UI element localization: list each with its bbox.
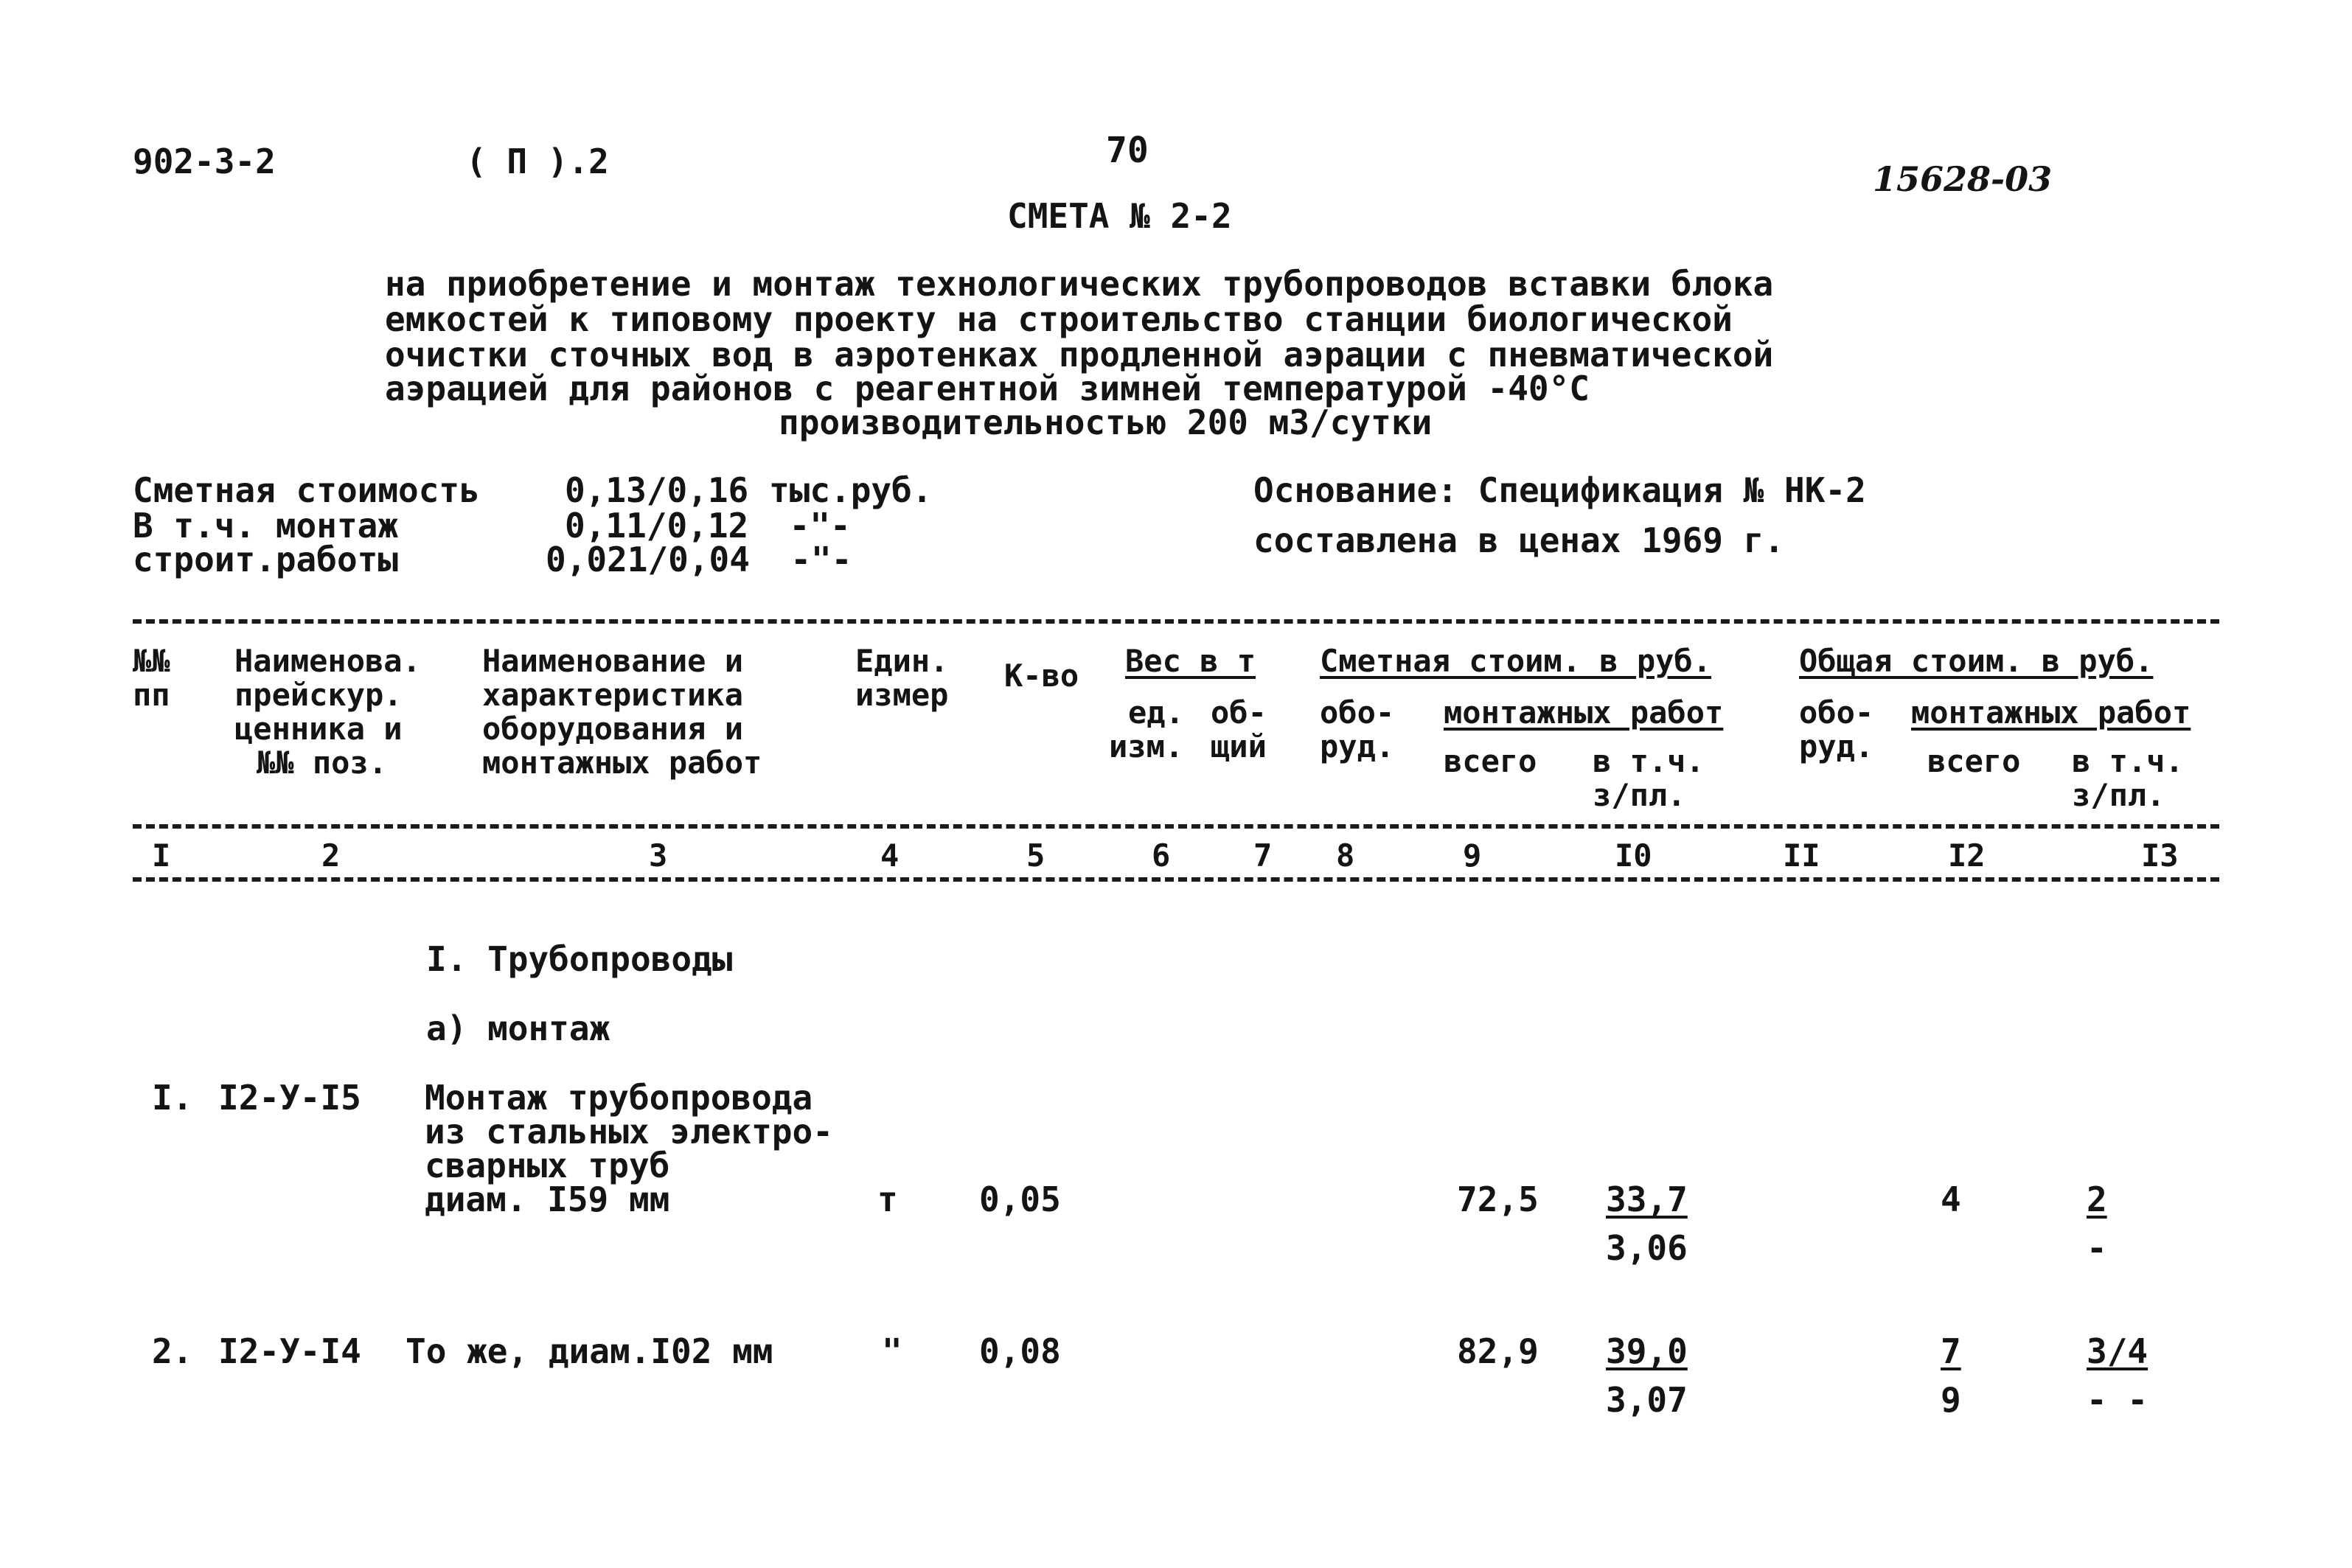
row-code: I2-У-I4 [218, 1331, 361, 1371]
column-number-7: 7 [1253, 837, 1273, 874]
document-part: ( П ).2 [466, 142, 609, 181]
row-quantity: 0,08 [979, 1331, 1061, 1371]
summary-label-estimate: Сметная стоимость [133, 470, 480, 510]
header-total-group: Общая стоим. в руб. [1799, 643, 2154, 679]
summary-value-estimate: 0,13/0,16 тыс.руб. [565, 470, 933, 510]
header-total-mount-wage: в т.ч. з/пл. [2072, 743, 2184, 813]
column-number-10: I0 [1615, 837, 1652, 874]
row-name: То же, диам.I02 мм [406, 1331, 773, 1371]
row-mount-total: 72,5 [1457, 1180, 1539, 1219]
column-number-4: 4 [880, 837, 900, 874]
header-col-3: Наименование и характеристика оборудования и монтажных работ [482, 643, 762, 781]
header-weight-total: об- щий [1211, 694, 1267, 764]
row-total-wage-bottom: - - [2087, 1380, 2149, 1420]
row-number: I. [152, 1078, 193, 1118]
row-code: I2-У-I5 [218, 1078, 361, 1118]
row-total-mount-top: 7 [1941, 1331, 1961, 1371]
header-cost-equipment: обо- руд. [1320, 694, 1395, 764]
summary-label-mounting: В т.ч. монтаж [133, 506, 399, 546]
table-header-rule [133, 824, 2219, 829]
header-col-1: №№ пп [133, 643, 170, 713]
header-cost-mount-wage: в т.ч. з/пл. [1593, 743, 1705, 813]
row-quantity: 0,05 [979, 1180, 1061, 1219]
row-mount-wage-top: 33,7 [1606, 1180, 1688, 1219]
column-number-6: 6 [1152, 837, 1171, 874]
header-cost-mount-total: всего [1444, 743, 1537, 779]
row-mount-wage-bottom: 3,07 [1606, 1380, 1688, 1420]
column-number-5: 5 [1026, 837, 1045, 874]
row-number: 2. [152, 1331, 193, 1371]
header-col-4: Един. измер [855, 643, 949, 713]
header-col-5: К-во [1004, 658, 1079, 694]
row-mount-wage-top: 39,0 [1606, 1331, 1688, 1371]
row-total-mount: 4 [1941, 1180, 1961, 1219]
subtitle-line-1: на приобретение и монтаж технологических трубопроводов вставки блока [385, 264, 1774, 304]
row-total-wage-bottom: - [2087, 1228, 2107, 1268]
row-total-wage-top: 2 [2087, 1180, 2107, 1219]
header-total-mount-group: монтажных работ [1911, 694, 2191, 731]
row-name: Монтаж трубопровода из стальных электро- сварных труб диам. I59 мм [425, 1078, 833, 1219]
summary-value-construction: 0,021/0,04 -"- [546, 540, 852, 579]
summary-label-construction: строит.работы [133, 540, 399, 579]
row-total-mount-bottom: 9 [1941, 1380, 1961, 1420]
subtitle-line-2: емкостей к типовому проекту на строительство станции биологической [385, 299, 1733, 339]
header-cost-mount-group: монтажных работ [1444, 694, 1724, 731]
column-number-2: 2 [321, 837, 341, 874]
column-number-3: 3 [649, 837, 668, 874]
section-subtitle: а) монтаж [426, 1008, 610, 1048]
header-total-mount-total: всего [1927, 743, 2021, 779]
header-weight-group: Вес в т [1125, 643, 1256, 679]
header-col-2: Наименова. прейскур. ценника и №№ поз. [234, 643, 421, 781]
column-number-13: I3 [2141, 837, 2179, 874]
column-number-8: 8 [1336, 837, 1355, 874]
row-total-wage-top: 3/4 [2087, 1331, 2149, 1371]
header-total-equipment: обо- руд. [1799, 694, 1874, 764]
inventory-number: 15628-03 [1873, 159, 2053, 199]
prices-text: составлена в ценах 1969 г. [1253, 520, 1785, 560]
page-number: 70 [1106, 130, 1149, 171]
basis-text: Основание: Спецификация № НК-2 [1253, 470, 1866, 510]
column-number-9: 9 [1463, 837, 1482, 874]
table-top-rule [133, 619, 2219, 624]
subtitle-line-3: очистки сточных вод в аэротенках продленной аэрации с пневматической [385, 335, 1774, 374]
row-unit: т [877, 1180, 898, 1219]
column-number-11: II [1783, 837, 1820, 874]
subtitle-line-5: производительностью 200 м3/сутки [779, 403, 1433, 442]
header-cost-group: Сметная стоим. в руб. [1320, 643, 1712, 679]
document-code: 902-3-2 [133, 142, 276, 181]
column-number-1: I [152, 837, 171, 874]
subtitle-line-4: аэрацией для районов с реагентной зимней температурой -40°С [385, 369, 1590, 408]
document-title: СМЕТА № 2-2 [1007, 196, 1232, 236]
row-unit: " [882, 1331, 902, 1371]
summary-value-mounting: 0,11/0,12 -"- [565, 506, 851, 546]
row-mount-wage-bottom: 3,06 [1606, 1228, 1688, 1268]
column-numbers-rule [133, 877, 2219, 882]
header-weight-unit: ед. изм. [1109, 694, 1184, 764]
row-mount-total: 82,9 [1457, 1331, 1539, 1371]
section-title: I. Трубопроводы [426, 939, 733, 979]
column-number-12: I2 [1948, 837, 1986, 874]
